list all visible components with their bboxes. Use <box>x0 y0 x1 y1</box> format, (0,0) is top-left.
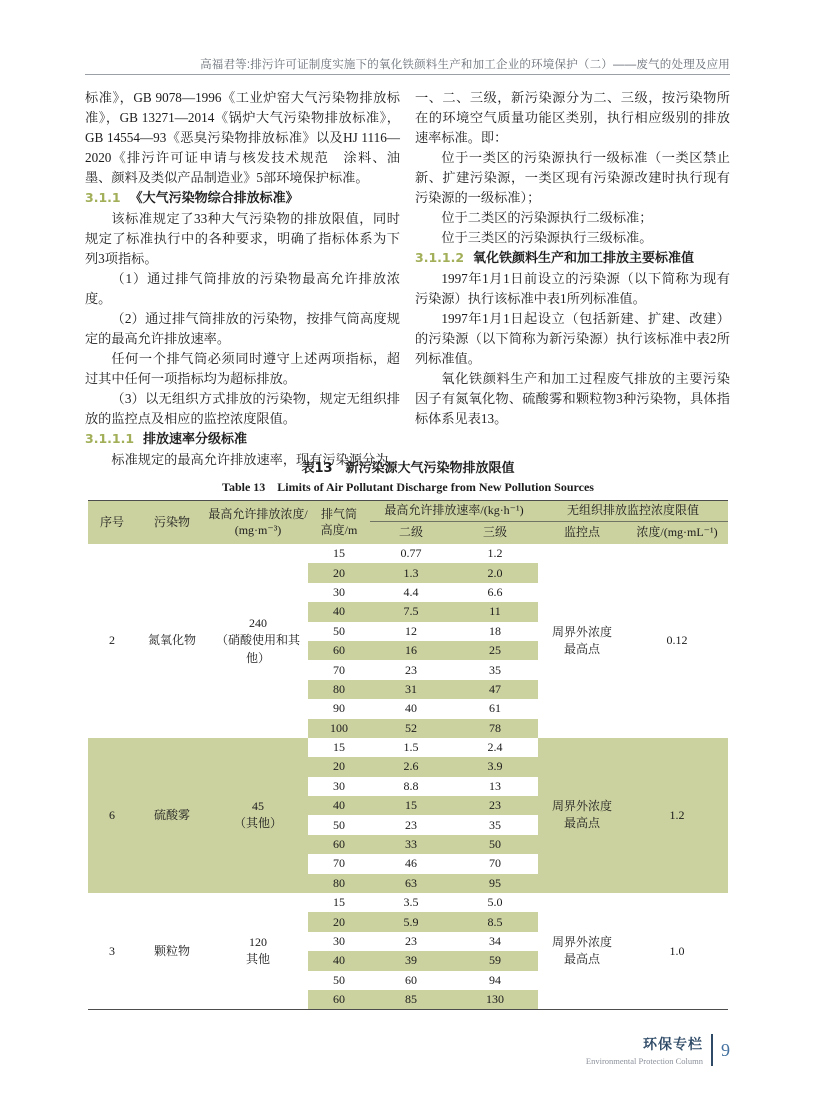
cell-rate-lv3: 6.6 <box>487 584 503 599</box>
cell-rate-lv2: 12 <box>405 623 417 638</box>
table-row <box>308 660 538 679</box>
stack-rate-rows <box>308 544 538 738</box>
cell-max-conc <box>208 544 308 738</box>
cell-stack-height: 50 <box>333 623 345 638</box>
paragraph: 位于一类区的污染源执行一级标准（一类区禁止新、扩建污染源，一类区现有污染源改建时执行现有污染源的一级标准）； <box>415 150 730 205</box>
header-max-conc-line2: (mg·m⁻³) <box>234 522 282 537</box>
cell-seq: 2 <box>109 633 115 648</box>
cell-rate-lv3: 47 <box>489 681 501 696</box>
header-rate-group <box>370 501 538 544</box>
cell-seq: 6 <box>109 807 115 822</box>
table-row <box>308 971 538 990</box>
cell-max-conc <box>208 893 308 1009</box>
paragraph: 一、二、三级，新污染源分为二、三级，按污染物所在的环境空气质量功能区类别，执行相应级别的排放速率标准。即： <box>415 90 730 145</box>
cell-fugitive-limit: 1.0 <box>669 943 685 958</box>
cell-rate-lv3: 130 <box>486 992 504 1007</box>
header-fugitive-label: 无组织排放监控浓度限值 <box>538 501 728 522</box>
cell-rate-lv3: 13 <box>489 778 501 793</box>
paragraph: （3）以无组织方式排放的污染物，规定无组织排放的监控点及相应的监控浓度限值。 <box>85 391 400 426</box>
section-title: 《大气污染物综合排放标准》 <box>129 191 299 206</box>
header-rate-label: 最高允许排放速率/(kg·h⁻¹) <box>370 501 538 522</box>
header-max-conc <box>208 501 308 544</box>
paragraph: 位于三类区的污染源执行三级标准。 <box>441 230 653 245</box>
cell-rate-lv2: 60 <box>405 972 417 987</box>
cell-stack-height: 50 <box>333 972 345 987</box>
cell-stack-height: 40 <box>333 798 345 813</box>
table-section <box>88 457 728 1010</box>
cell-monitor-point <box>538 893 626 1009</box>
running-head-rule <box>85 74 730 75</box>
cell-stack-height: 60 <box>333 992 345 1007</box>
cell-stack-height: 20 <box>333 565 345 580</box>
stack-rate-rows <box>308 893 538 1009</box>
table-row <box>308 796 538 815</box>
cell-rate-lv3: 59 <box>489 953 501 968</box>
monitor-line2: 最高点 <box>563 641 600 656</box>
table-group <box>88 738 728 893</box>
max-conc-value: 120 <box>249 934 267 949</box>
cell-rate-lv3: 35 <box>489 817 501 832</box>
header-max-conc-line1: 最高允许排放浓度/ <box>208 506 308 521</box>
cell-rate-lv3: 11 <box>489 604 501 619</box>
cell-stack-height: 100 <box>330 720 348 735</box>
cell-stack-height: 40 <box>333 604 345 619</box>
cell-rate-lv2: 23 <box>405 817 417 832</box>
table-row <box>308 854 538 873</box>
cell-rate-lv2: 2.6 <box>403 759 419 774</box>
cell-rate-lv3: 3.9 <box>487 759 503 774</box>
cell-stack-height: 20 <box>333 914 345 929</box>
paragraph: 1997年1月1日起设立（包括新建、扩建、改建）的污染源（以下简称为新污染源）执行该标准中表2所列标准值。 <box>415 311 730 366</box>
cell-seq: 3 <box>109 943 115 958</box>
cell-rate-lv2: 1.5 <box>403 740 419 755</box>
cell-stack-height: 30 <box>333 584 345 599</box>
cell-rate-lv2: 39 <box>405 953 417 968</box>
paragraph: 任何一个排气筒必须同时遵守上述两项指标，超过其中任何一项指标均为超标排放。 <box>85 351 400 386</box>
cell-rate-lv2: 40 <box>405 701 417 716</box>
cell-rate-lv3: 70 <box>489 856 501 871</box>
cell-rate-lv2: 23 <box>405 662 417 677</box>
table-title-en: Table 13 Limits of Air Pollutant Discharge from New Pollution Sources <box>222 480 594 494</box>
cell-rate-lv2: 15 <box>405 798 417 813</box>
cell-fugitive-limit: 1.2 <box>669 807 685 822</box>
cell-stack-height: 70 <box>333 856 345 871</box>
cell-rate-lv3: 5.0 <box>487 895 503 910</box>
footer-divider <box>711 1034 713 1066</box>
header-monitor-point: 监控点 <box>563 525 600 540</box>
section-title: 氧化铁颜料生产和加工排放主要标准值 <box>473 251 695 266</box>
table-row <box>308 583 538 602</box>
table-group <box>88 893 728 1009</box>
cell-stack-height: 40 <box>333 953 345 968</box>
cell-rate-lv2: 63 <box>405 875 417 890</box>
paragraph: 该标准规定了33种大气污染物的排放限值，同时规定了标准执行中的各种要求，明确了指标体系为下列3项指标。 <box>85 211 400 266</box>
cell-stack-height: 15 <box>333 546 345 561</box>
max-conc-note: 其他 <box>245 952 270 967</box>
table-row <box>308 990 538 1009</box>
paragraph: （1）通过排气筒排放的污染物最高允许排放浓度。 <box>85 271 400 306</box>
monitor-line1: 周界外浓度 <box>551 934 612 949</box>
header-pollutant: 污染物 <box>153 514 190 529</box>
table-row <box>308 622 538 641</box>
cell-rate-lv2: 7.5 <box>403 604 419 619</box>
table-row <box>308 874 538 893</box>
cell-stack-height: 80 <box>333 875 345 890</box>
section-title: 排放速率分级标准 <box>143 432 248 447</box>
column-label-en: Environmental Protection Column <box>585 1056 703 1066</box>
table-row <box>308 835 538 854</box>
paragraph: （2）通过排气筒排放的污染物，按排气筒高度规定的最高允许排放速率。 <box>85 311 400 346</box>
cell-rate-lv2: 46 <box>405 856 417 871</box>
table-title-cn: 表13 新污染源大气污染物排放限值 <box>301 461 515 476</box>
paragraph: 标准》，GB 9078—1996《工业炉窑大气污染物排放标准》，GB 13271—2014《锅炉大气污染物排放标准》，GB 14554—93《恶臭污染物排放标准》以及HJ 1116—2020《排污许可证申请与核发技术规范 涂料、油墨、颜料及类似产品制造业》5部环境保护标准。 <box>85 90 400 185</box>
cell-rate-lv2: 4.4 <box>403 584 419 599</box>
monitor-line1: 周界外浓度 <box>551 624 612 639</box>
section-number: 3.1.1.2 <box>415 250 465 265</box>
paragraph: 1997年1月1日前设立的污染源（以下简称为现有污染源）执行该标准中表1所列标准值。 <box>415 271 730 306</box>
header-stack-line2: 高度/m <box>320 522 358 537</box>
max-conc-value: 45 <box>252 799 264 814</box>
cell-rate-lv3: 78 <box>489 720 501 735</box>
table-row <box>308 699 538 718</box>
page-number: 9 <box>721 1039 730 1060</box>
cell-stack-height: 20 <box>333 759 345 774</box>
pollutant-table <box>88 500 728 1010</box>
table-row <box>308 912 538 931</box>
cell-stack-height: 70 <box>333 662 345 677</box>
table-group <box>88 544 728 738</box>
cell-rate-lv2: 85 <box>405 992 417 1007</box>
cell-rate-lv2: 31 <box>405 681 417 696</box>
cell-stack-height: 50 <box>333 817 345 832</box>
table-row <box>308 719 538 738</box>
table-row <box>308 932 538 951</box>
cell-fugitive-limit: 0.12 <box>666 633 688 648</box>
max-conc-note: （硝酸使用和其他） <box>215 633 300 665</box>
cell-monitor-point <box>538 544 626 738</box>
section-number: 3.1.1 <box>85 190 121 205</box>
table-header <box>88 501 728 544</box>
cell-stack-height: 60 <box>333 643 345 658</box>
cell-rate-lv3: 50 <box>489 837 501 852</box>
section-heading <box>85 188 400 209</box>
table-row <box>308 544 538 563</box>
cell-rate-lv3: 34 <box>489 934 501 948</box>
cell-stack-height: 30 <box>333 934 345 948</box>
cell-stack-height: 15 <box>333 740 345 755</box>
table-body <box>88 544 728 1009</box>
cell-rate-lv3: 1.2 <box>487 546 503 561</box>
cell-rate-lv3: 8.5 <box>487 914 503 929</box>
header-fugitive-conc: 浓度/(mg·mL⁻¹) <box>636 525 718 540</box>
table-row <box>308 777 538 796</box>
cell-rate-lv3: 95 <box>489 875 501 890</box>
cell-pollutant: 硫酸雾 <box>153 807 190 822</box>
left-column <box>85 88 400 470</box>
right-column <box>415 88 730 470</box>
table-row <box>308 738 538 757</box>
text-columns <box>85 88 730 470</box>
cell-rate-lv3: 94 <box>489 972 501 987</box>
cell-rate-lv2: 1.3 <box>403 565 419 580</box>
cell-rate-lv3: 2.4 <box>487 740 503 755</box>
paragraph: 氧化铁颜料生产和加工过程废气排放的主要污染因子有氮氧化物、硫酸雾和颗粒物3种污染物，具体指标体系见表13。 <box>415 371 730 426</box>
max-conc-note: （其他） <box>233 816 282 831</box>
paragraph: 标准规定的最高允许排放速率，现有污染源分为 <box>111 452 389 467</box>
cell-rate-lv3: 35 <box>489 662 501 677</box>
column-label-cn: 环保专栏 <box>643 1037 703 1053</box>
cell-stack-height: 30 <box>333 778 345 793</box>
cell-stack-height: 15 <box>333 895 345 910</box>
cell-rate-lv2: 8.8 <box>403 778 419 793</box>
section-heading <box>85 429 400 450</box>
cell-rate-lv2: 16 <box>405 643 417 658</box>
cell-rate-lv3: 2.0 <box>487 565 503 580</box>
cell-rate-lv2: 5.9 <box>403 914 419 929</box>
table-row <box>308 602 538 621</box>
cell-rate-lv3: 25 <box>489 643 501 658</box>
table-row <box>308 951 538 970</box>
table-row <box>308 563 538 582</box>
cell-rate-lv2: 52 <box>405 720 417 735</box>
cell-stack-height: 60 <box>333 837 345 852</box>
cell-monitor-point <box>538 738 626 893</box>
cell-rate-lv2: 33 <box>405 837 417 852</box>
cell-pollutant: 颗粒物 <box>153 943 190 958</box>
paragraph: 位于二类区的污染源执行二级标准； <box>441 210 653 225</box>
table-row <box>308 641 538 660</box>
cell-rate-lv3: 23 <box>489 798 501 813</box>
cell-rate-lv2: 3.5 <box>403 895 419 910</box>
footer-labels <box>586 1034 703 1066</box>
header-seq: 序号 <box>99 514 124 529</box>
cell-stack-height: 80 <box>333 681 345 696</box>
section-heading <box>415 248 730 269</box>
footer <box>586 1034 730 1066</box>
header-fugitive-group <box>538 501 728 544</box>
cell-stack-height: 90 <box>333 701 345 716</box>
running-head: 高福君等:排污许可证制度实施下的氧化铁颜料生产和加工企业的环境保护（二）——废气的处理及应用 <box>200 59 730 71</box>
monitor-line1: 周界外浓度 <box>551 799 612 814</box>
table-row <box>308 815 538 834</box>
cell-rate-lv2: 23 <box>405 934 417 948</box>
cell-rate-lv3: 61 <box>489 701 501 716</box>
header-rate-lv2: 二级 <box>398 525 423 540</box>
monitor-line2: 最高点 <box>563 952 600 967</box>
section-number: 3.1.1.1 <box>85 431 135 446</box>
monitor-line2: 最高点 <box>563 816 600 831</box>
max-conc-value: 240 <box>249 615 267 630</box>
cell-rate-lv2: 0.77 <box>400 546 422 561</box>
header-stack-line1: 排气筒 <box>320 506 357 521</box>
cell-pollutant: 氮氧化物 <box>147 633 196 648</box>
table-row <box>308 757 538 776</box>
header-rate-lv3: 三级 <box>482 525 507 540</box>
table-row <box>308 680 538 699</box>
cell-rate-lv3: 18 <box>489 623 501 638</box>
stack-rate-rows <box>308 738 538 893</box>
table-row <box>308 893 538 912</box>
header-stack-height <box>308 501 370 544</box>
cell-max-conc <box>208 738 308 893</box>
